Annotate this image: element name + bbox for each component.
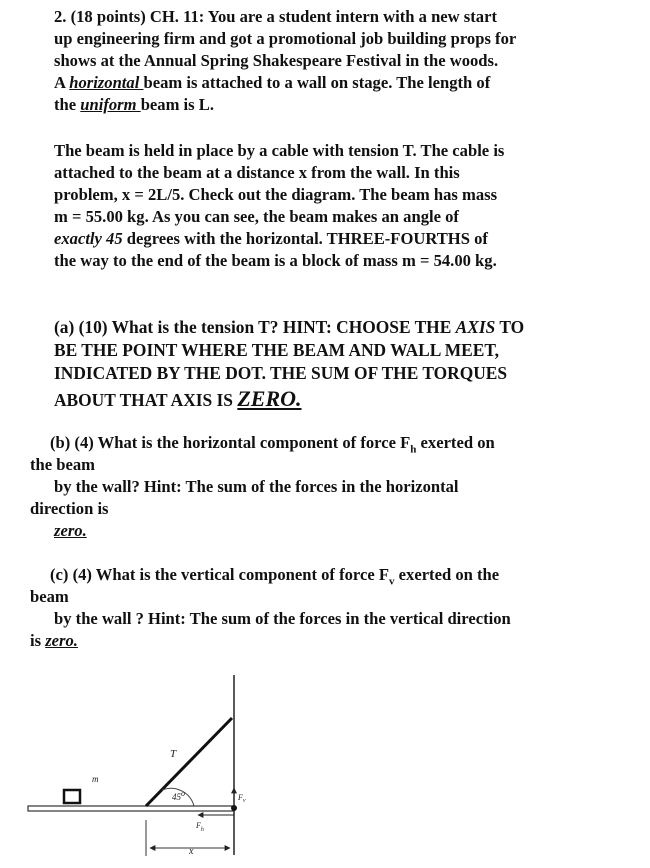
block-mass: [64, 790, 80, 803]
problem-line: shows at the Annual Spring Shakespeare Festival in the woods.: [54, 51, 499, 70]
question-c-line: (c) (4) What is the vertical component of force $F_v$ exerted on the: [50, 565, 500, 588]
details-line: attached to the beam at a distance x from the wall. In this: [54, 163, 460, 182]
question-c-line: by the wall ? Hint: The sum of the forces in the vertical direction: [54, 609, 511, 628]
emphasis-uniform: uniform: [80, 95, 141, 114]
question-a-line: ABOUT THAT AXIS IS ZERO.: [54, 386, 302, 411]
details-line: the way to the end of the beam is a block of mass m = 54.00 kg.: [54, 251, 497, 270]
cable-line: [146, 718, 232, 806]
label-angle: 45o: [172, 789, 185, 802]
beam-diagram: [22, 670, 262, 860]
question-a: [54, 316, 524, 412]
label-mass: m: [92, 774, 99, 784]
problem-line: the uniform beam is L.: [54, 95, 214, 114]
question-a-line: BE THE POINT WHERE THE BEAM AND WALL MEET,: [54, 340, 500, 360]
question-b: [30, 432, 495, 542]
zero-emphasis: zero.: [54, 521, 87, 540]
beam: [28, 806, 234, 811]
zero-emphasis: ZERO.: [237, 386, 302, 411]
question-c-line: is zero.: [30, 631, 78, 650]
problem-line: A horizontal beam is attached to a wall on stage. The length of: [54, 73, 491, 92]
problem-statement: [54, 6, 516, 116]
question-c-line: beam: [30, 587, 69, 606]
label-fv: $F_v$: [238, 793, 246, 804]
zero-emphasis: zero.: [45, 631, 78, 650]
question-a-line: (a) (10) What is the tension T? HINT: CHOOSE THE AXIS TO: [54, 317, 525, 337]
question-b-line: the beam: [30, 455, 95, 474]
question-a-line: INDICATED BY THE DOT. THE SUM OF THE TORQUES: [54, 363, 508, 383]
problem-line: up engineering firm and got a promotional job building props for: [54, 29, 517, 48]
label-fh: $F_h$: [196, 821, 204, 833]
label-x: x: [189, 846, 194, 857]
details-line: exactly 45 degrees with the horizontal. THREE-FOURTHS of: [54, 229, 488, 248]
details-line: The beam is held in place by a cable with tension T. The cable is: [54, 141, 505, 160]
emphasis-horizontal: horizontal: [69, 73, 144, 92]
question-b-line: direction is: [30, 499, 109, 518]
label-tension: T: [170, 748, 177, 760]
question-c: [30, 564, 511, 652]
details-line: m = 55.00 kg. As you can see, the beam makes an angle of: [54, 207, 459, 226]
problem-details: [54, 140, 504, 272]
question-b-line: by the wall? Hint: The sum of the forces in the horizontal: [54, 477, 459, 496]
emphasis-exactly: exactly 45: [54, 229, 123, 248]
details-line: problem, x = 2L/5. Check out the diagram. The beam has mass: [54, 185, 498, 204]
question-b-line: (b) (4) What is the horizontal component of force $F_h$ exerted on: [50, 433, 495, 456]
problem-heading: 2. (18 points) CH. 11: You are a student intern with a new start: [54, 7, 497, 26]
